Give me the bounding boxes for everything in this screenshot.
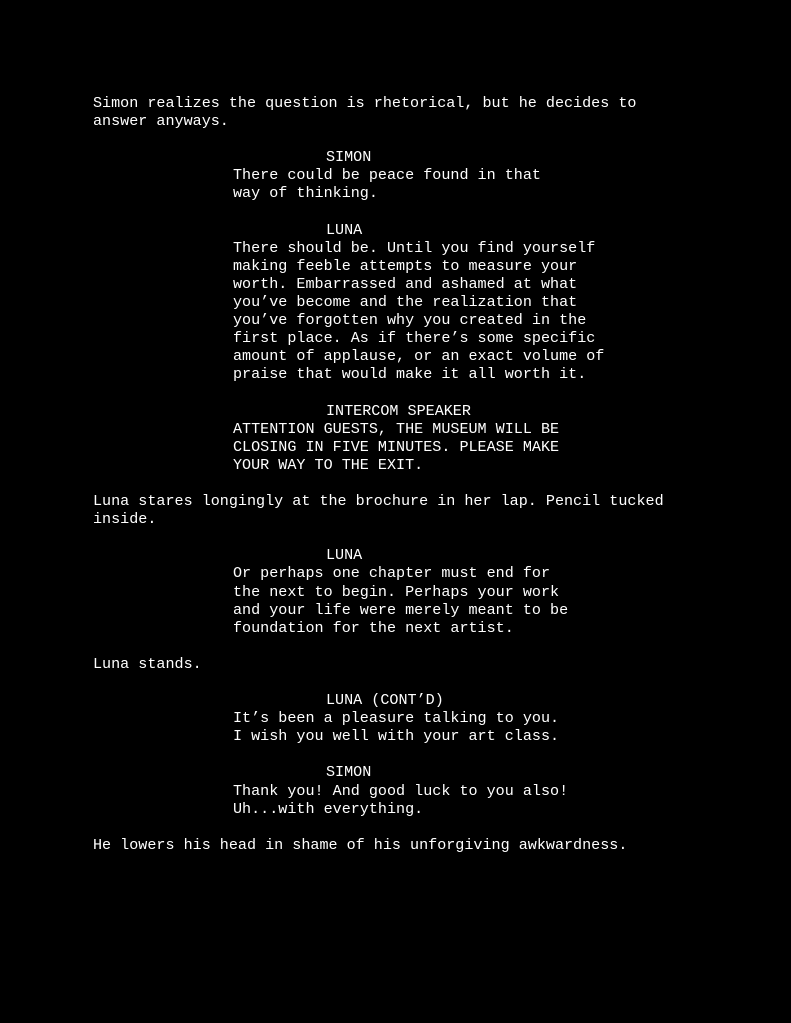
dialogue-line: It’s been a pleasure talking to you. xyxy=(233,709,560,728)
action-line: Luna stares longingly at the brochure in her lap. Pencil tucked xyxy=(93,492,664,511)
dialogue-line: Uh...with everything. xyxy=(233,799,424,818)
dialogue-line: foundation for the next artist. xyxy=(233,618,514,637)
character-name: SIMON xyxy=(326,148,372,167)
dialogue-line: praise that would make it all worth it. xyxy=(233,365,587,384)
dialogue-line: the next to begin. Perhaps your work xyxy=(233,582,560,601)
character-name: LUNA (CONT’D) xyxy=(326,691,444,710)
action-line: answer anyways. xyxy=(93,112,229,131)
dialogue-line: you’ve become and the realization that xyxy=(233,293,578,312)
dialogue-line: first place. As if there’s some specific xyxy=(233,329,596,348)
blank-line xyxy=(93,474,733,492)
character-name: LUNA xyxy=(326,220,363,239)
dialogue-line: you’ve forgotten why you created in the xyxy=(233,311,587,330)
blank-line xyxy=(93,528,733,546)
blank-line xyxy=(93,384,733,402)
blank-line xyxy=(93,745,733,763)
dialogue-line: CLOSING IN FIVE MINUTES. PLEASE MAKE xyxy=(233,437,560,456)
action-line: Luna stands. xyxy=(93,654,202,673)
dialogue-line: way of thinking. xyxy=(233,184,378,203)
dialogue-line: making feeble attempts to measure your xyxy=(233,256,578,275)
dialogue-line: worth. Embarrassed and ashamed at what xyxy=(233,274,578,293)
dialogue-line: YOUR WAY TO THE EXIT. xyxy=(233,455,424,474)
character-name: INTERCOM SPEAKER xyxy=(326,401,471,420)
blank-line xyxy=(93,818,733,836)
dialogue-line: amount of applause, or an exact volume of xyxy=(233,347,605,366)
dialogue-line: Thank you! And good luck to you also! xyxy=(233,781,569,800)
action-line: inside. xyxy=(93,510,157,529)
dialogue-line: There should be. Until you find yourself xyxy=(233,238,596,257)
character-name: LUNA xyxy=(326,546,363,565)
blank-line xyxy=(93,673,733,691)
action-line: He lowers his head in shame of his unforgiving awkwardness. xyxy=(93,835,628,854)
character-name: SIMON xyxy=(326,763,372,782)
dialogue-line: Or perhaps one chapter must end for xyxy=(233,564,551,583)
action-line: Simon realizes the question is rhetorical, but he decides to xyxy=(93,94,637,112)
dialogue-line: There could be peace found in that xyxy=(233,166,541,185)
blank-line xyxy=(93,130,733,148)
script-body xyxy=(93,94,733,854)
dialogue-line: I wish you well with your art class. xyxy=(233,727,560,746)
dialogue-line: ATTENTION GUESTS, THE MUSEUM WILL BE xyxy=(233,419,560,438)
blank-line xyxy=(93,637,733,655)
dialogue-line: and your life were merely meant to be xyxy=(233,600,569,619)
blank-line xyxy=(93,203,733,221)
